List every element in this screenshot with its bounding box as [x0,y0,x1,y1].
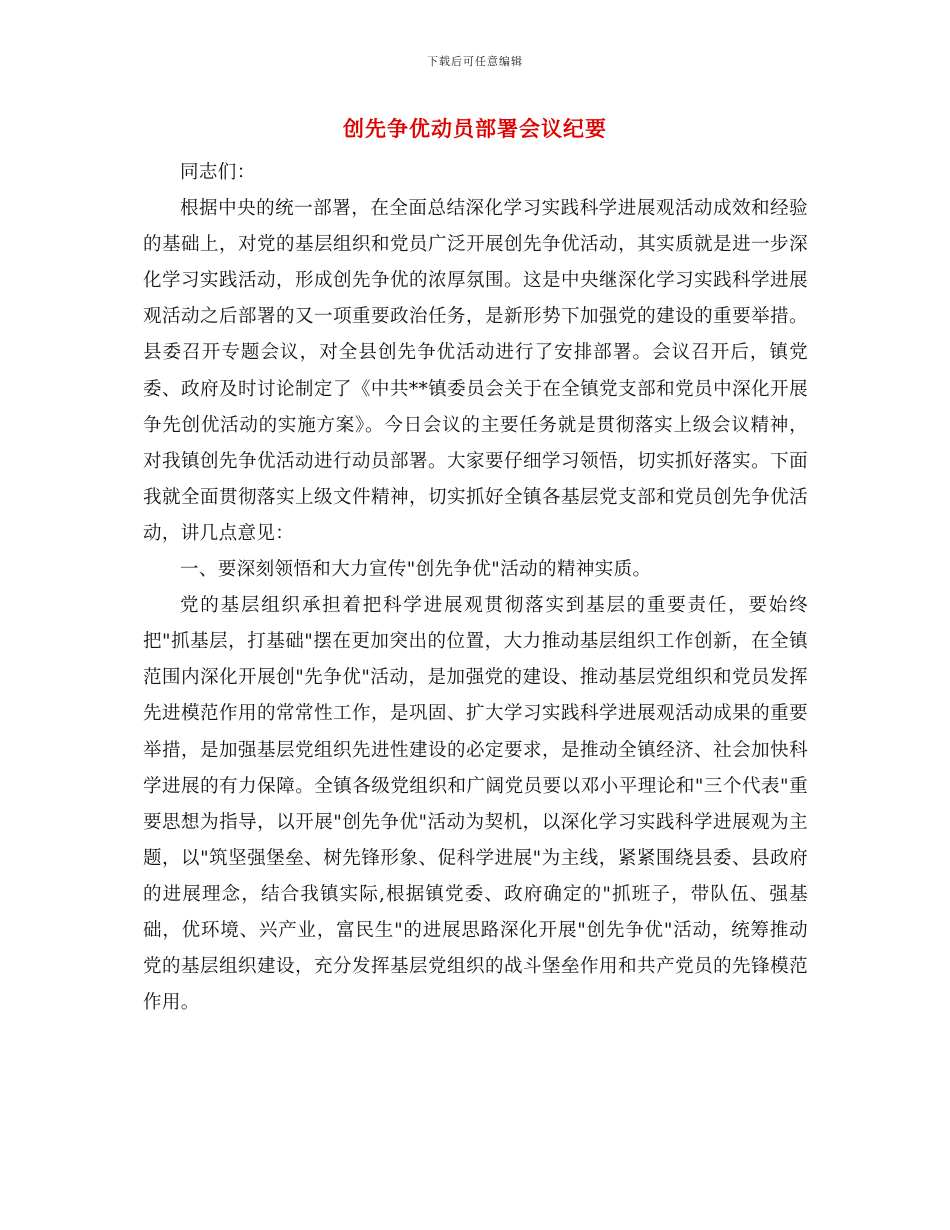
page-header-note: 下载后可任意编辑 [427,55,523,68]
paragraph-intro: 根据中央的统一部署，在全面总结深化学习实践科学进展观活动成效和经验的基础上，对党的基层组织和党员广泛开展创先争优活动，其实质就是进一步深化学习实践活动，形成创先争优的浓厚氛围。这是中央继深化学习实践科学进展观活动之后部署的又一项重要政治任务，是新形势下加强党的建设的重要举措。县委召开专题会议，对全县创先争优活动进行了安排部署。会议召开后，镇党委、政府及时讨论制定了《中共**镇委员会关于在全镇党支部和党员中深化开展争先创优活动的实施方案》。今日会议的主要任务就是贯彻落实上级会议精神，对我镇创先争优活动进行动员部署。大家要仔细学习领悟，切实抓好落实。下面我就全面贯彻落实上级文件精神，切实抓好全镇各基层党支部和党员创先争优活动，讲几点意见： [143,198,808,544]
salutation: 同志们： [180,162,256,183]
paragraph-section-1: 党的基层组织承担着把科学进展观贯彻落实到基层的重要责任，要始终把"抓基层，打基础"摆在更加突出的位置，大力推动基层组织工作创新，在全镇范围内深化开展创"先争优"活动，是加强党的建设、推动基层党组织和党员发挥先进模范作用的常常性工作，是巩固、扩大学习实践科学进展观活动成果的重要举措，是加强基层党组织先进性建设的必定要求，是推动全镇经济、社会加快科学进展的有力保障。全镇各级党组织和广阔党员要以邓小平理论和"三个代表"重要思想为指导，以开展"创先争优"活动为契机，以深化学习实践科学进展观为主题，以"筑坚强堡垒、树先锋形象、促科学进展"为主线，紧紧围绕县委、县政府的进展理念，结合我镇实际,根据镇党委、政府确定的"抓班子，带队伍、强基础，优环境、兴产业，富民生"的进展思路深化开展"创先争优"活动，统筹推动党的基层组织建设，充分发挥基层党组织的战斗堡垒作用和共产党员的先锋模范作用。 [143,595,808,1014]
section-heading-1: 一、要深刻领悟和大力宣传"创先争优"活动的精神实质。 [180,559,652,581]
document-title: 创先争优动员部署会议纪要 [343,117,607,141]
document-body [143,155,808,1021]
